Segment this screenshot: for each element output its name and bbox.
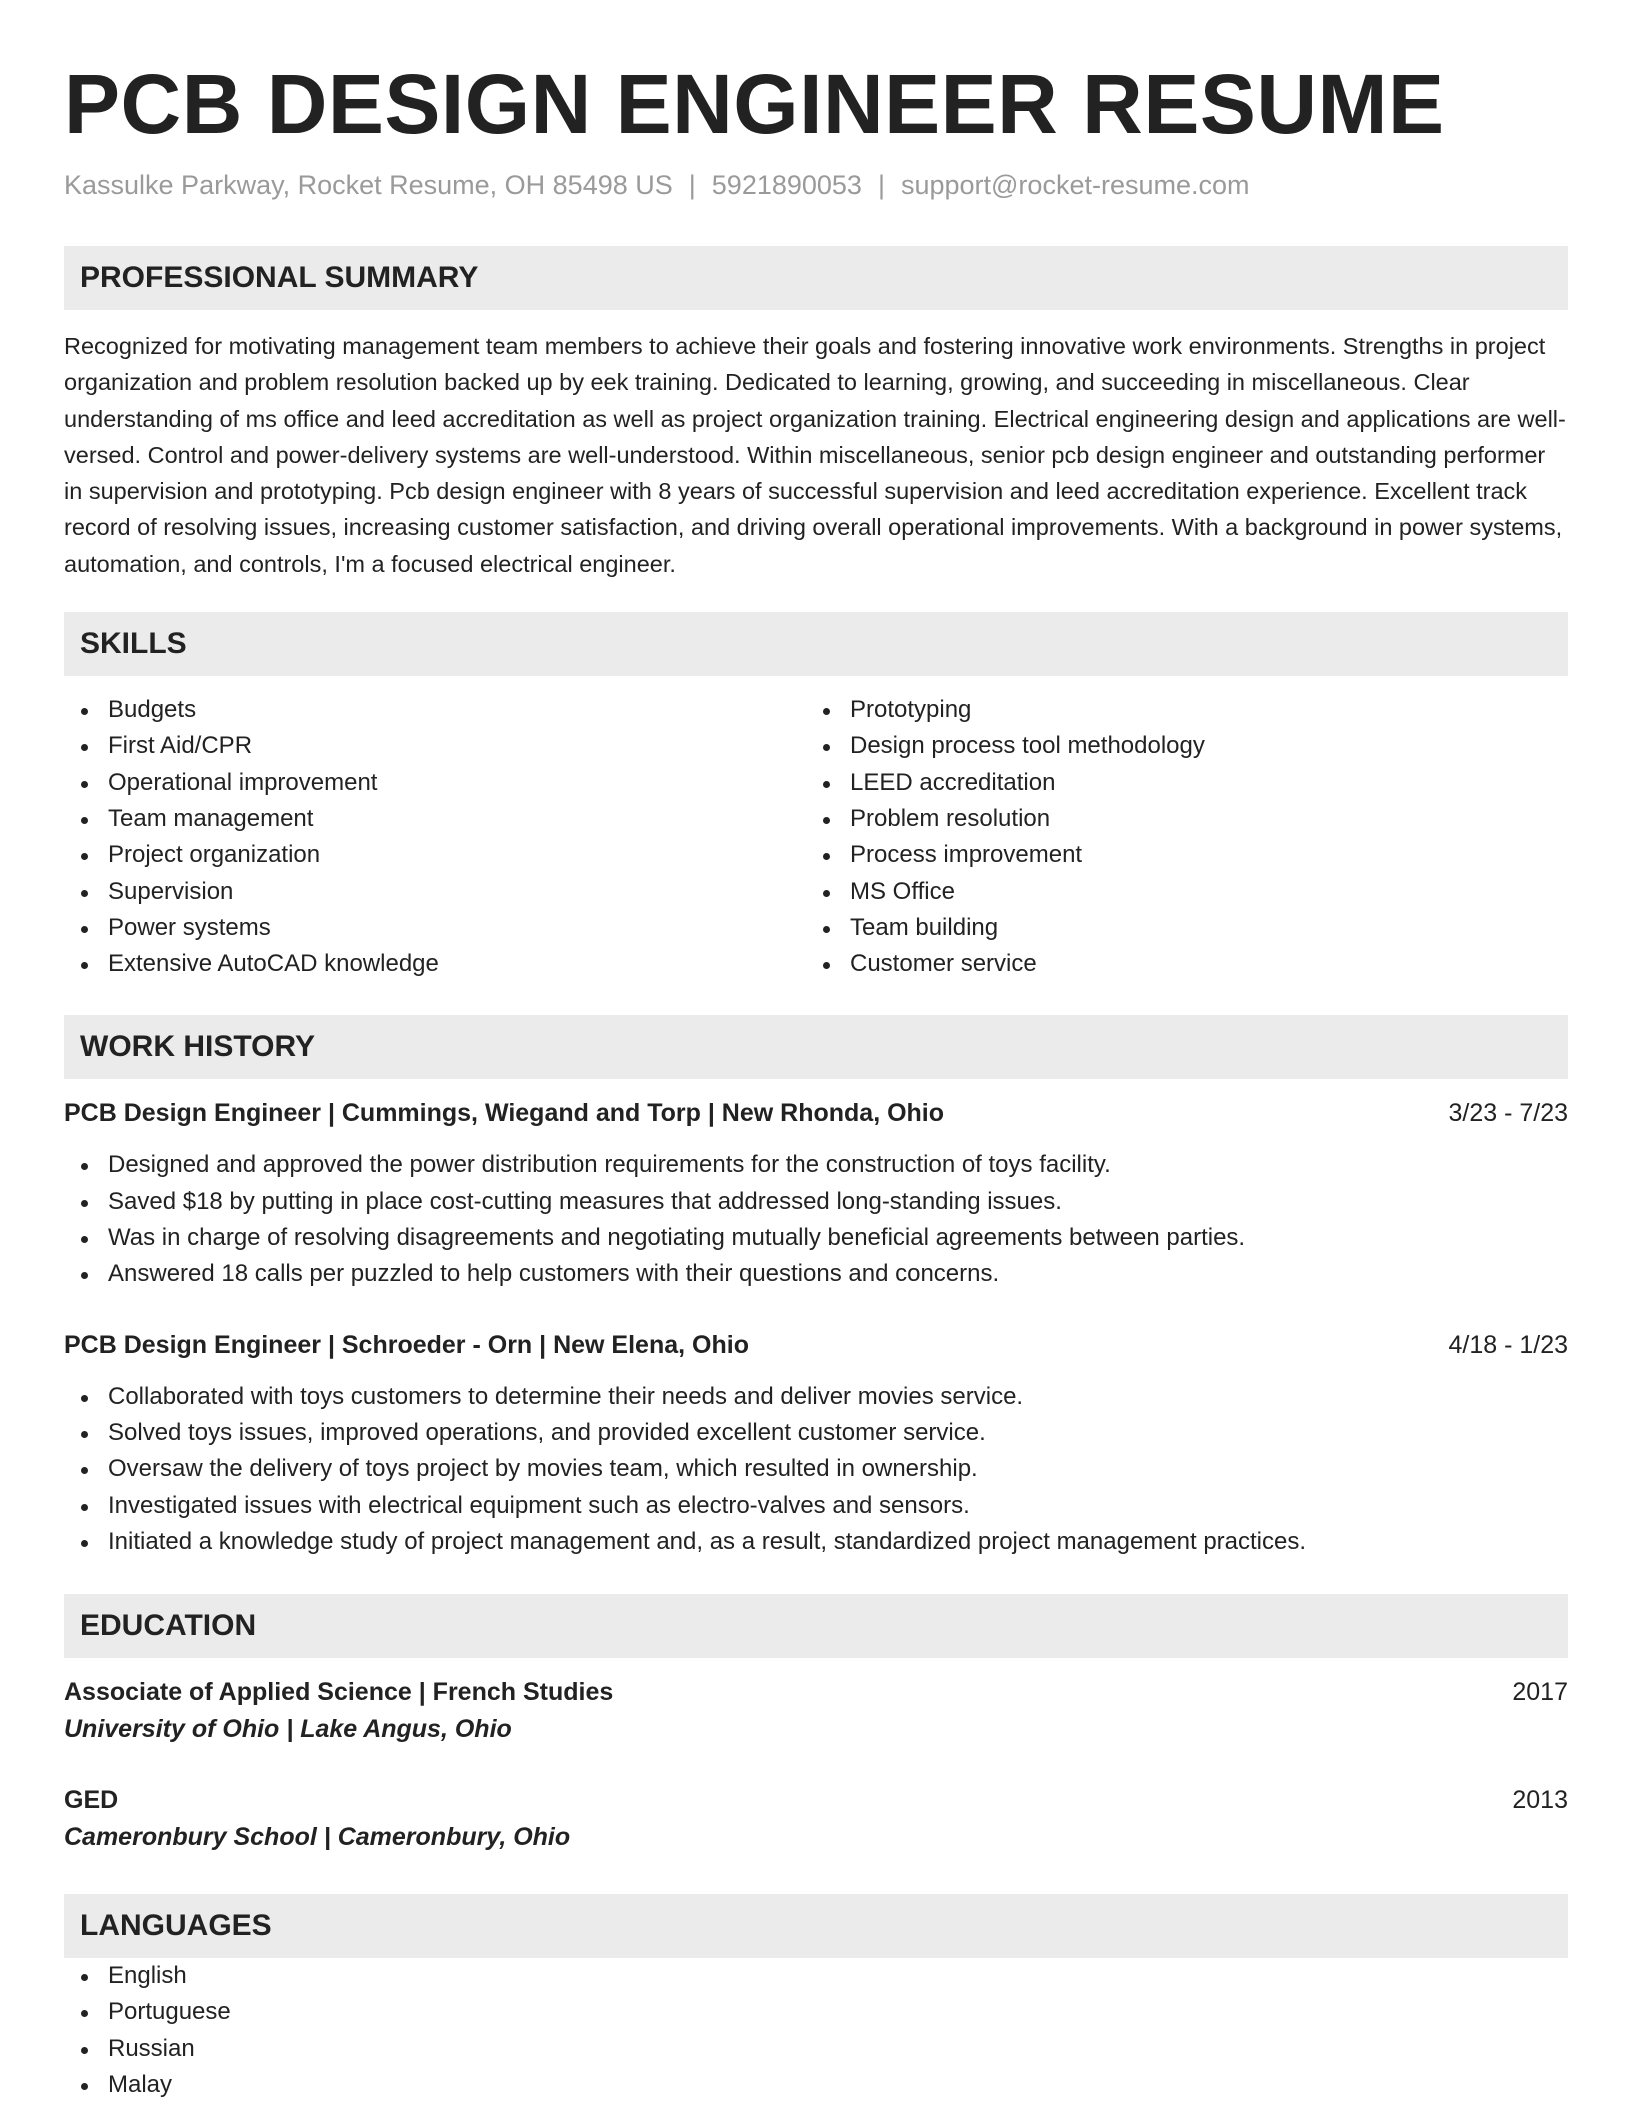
job-entry bbox=[64, 1095, 1568, 1292]
language-item: Russian bbox=[64, 2031, 1568, 2067]
skill-item: Budgets bbox=[64, 692, 806, 728]
job-bullets bbox=[64, 1379, 1568, 1560]
skill-item: Power systems bbox=[64, 910, 806, 946]
language-item: Malay bbox=[64, 2067, 1568, 2103]
skills-list-right bbox=[806, 692, 1548, 982]
skill-item: Operational improvement bbox=[64, 765, 806, 801]
contact-address: Kassulke Parkway, Rocket Resume, OH 85498 US bbox=[64, 170, 673, 200]
languages-list bbox=[64, 1958, 1568, 2103]
contact-line bbox=[64, 168, 1568, 202]
education-section-header: EDUCATION bbox=[64, 1594, 1568, 1658]
work-history-section-header: WORK HISTORY bbox=[64, 1015, 1568, 1079]
job-bullet: Answered 18 calls per puzzled to help customers with their questions and concerns. bbox=[64, 1256, 1568, 1292]
job-bullet: Designed and approved the power distribution requirements for the construction of toys facility. bbox=[64, 1147, 1568, 1183]
skill-item: Process improvement bbox=[806, 837, 1548, 873]
job-bullet: Collaborated with toys customers to determine their needs and deliver movies service. bbox=[64, 1379, 1568, 1415]
education-year: 2017 bbox=[1512, 1678, 1568, 1707]
job-bullet: Initiated a knowledge study of project management and, as a result, standardized project management practices. bbox=[64, 1524, 1568, 1560]
job-bullet: Saved $18 by putting in place cost-cutting measures that addressed long-standing issues. bbox=[64, 1184, 1568, 1220]
job-dates: 4/18 - 1/23 bbox=[1448, 1330, 1568, 1359]
skill-item: Team management bbox=[64, 801, 806, 837]
contact-phone: 5921890053 bbox=[711, 170, 862, 200]
skills-column-right bbox=[806, 692, 1548, 982]
skill-item: Extensive AutoCAD knowledge bbox=[64, 946, 806, 982]
job-bullets bbox=[64, 1147, 1568, 1292]
skill-item: Supervision bbox=[64, 874, 806, 910]
education-entry bbox=[64, 1782, 1568, 1856]
education-degree: Associate of Applied Science | French Studies bbox=[64, 1678, 614, 1707]
contact-email: support@rocket-resume.com bbox=[900, 170, 1250, 200]
job-title: PCB Design Engineer | Schroeder - Orn | New Elena, Ohio bbox=[64, 1330, 749, 1359]
job-dates: 3/23 - 7/23 bbox=[1448, 1099, 1568, 1128]
language-item: Portuguese bbox=[64, 1994, 1568, 2030]
job-bullet: Was in charge of resolving disagreements and negotiating mutually beneficial agreements between parties. bbox=[64, 1220, 1568, 1256]
job-header bbox=[64, 1327, 1568, 1363]
skill-item: Team building bbox=[806, 910, 1548, 946]
job-entry bbox=[64, 1327, 1568, 1560]
job-header bbox=[64, 1095, 1568, 1131]
education-header bbox=[64, 1782, 1568, 1818]
skills-column-left bbox=[64, 692, 806, 982]
skill-item: Project organization bbox=[64, 837, 806, 873]
job-bullet: Solved toys issues, improved operations, and provided excellent customer service. bbox=[64, 1415, 1568, 1451]
skills-columns bbox=[64, 692, 1568, 982]
contact-separator: | bbox=[877, 170, 885, 200]
skills-list-left bbox=[64, 692, 806, 982]
job-bullet: Oversaw the delivery of toys project by movies team, which resulted in ownership. bbox=[64, 1451, 1568, 1487]
skills-section-header: SKILLS bbox=[64, 612, 1568, 676]
skill-item: Prototyping bbox=[806, 692, 1548, 728]
skill-item: Design process tool methodology bbox=[806, 728, 1548, 764]
language-item: English bbox=[64, 1958, 1568, 1994]
resume-title: PCB DESIGN ENGINEER RESUME bbox=[64, 57, 1445, 151]
education-degree: GED bbox=[64, 1786, 119, 1815]
skill-item: Problem resolution bbox=[806, 801, 1548, 837]
education-entry bbox=[64, 1674, 1568, 1748]
skill-item: Customer service bbox=[806, 946, 1548, 982]
summary-text: Recognized for motivating management team members to achieve their goals and fostering innovative work environments. Strengths in project organization and problem resolution backed up by eek training. Dedicated to learning, growing, and succeeding in miscellaneous. Clear understanding of ms office and leed accreditation as well as project organization training. Electrical engineering design and applications are well-versed. Control and power-delivery systems are well-understood. Within miscellaneous, senior pcb design engineer and outstanding performer in supervision and prototyping. Pcb design engineer with 8 years of successful supervision and leed accreditation experience. Excellent track record of resolving issues, increasing customer satisfaction, and driving overall operational improvements. With a background in power systems, automation, and controls, I'm a focused electrical engineer. bbox=[64, 333, 1566, 577]
skill-item: MS Office bbox=[806, 874, 1548, 910]
education-header bbox=[64, 1674, 1568, 1710]
education-school: University of Ohio | Lake Angus, Ohio bbox=[64, 1715, 512, 1744]
summary-section-header: PROFESSIONAL SUMMARY bbox=[64, 246, 1568, 310]
contact-separator: | bbox=[688, 170, 696, 200]
languages-section-header: LANGUAGES bbox=[64, 1894, 1568, 1958]
education-school: Cameronbury School | Cameronbury, Ohio bbox=[64, 1823, 571, 1852]
job-bullet: Investigated issues with electrical equipment such as electro-valves and sensors. bbox=[64, 1488, 1568, 1524]
education-year: 2013 bbox=[1512, 1786, 1568, 1815]
skill-item: LEED accreditation bbox=[806, 765, 1548, 801]
job-title: PCB Design Engineer | Cummings, Wiegand and Torp | New Rhonda, Ohio bbox=[64, 1099, 945, 1128]
skill-item: First Aid/CPR bbox=[64, 728, 806, 764]
